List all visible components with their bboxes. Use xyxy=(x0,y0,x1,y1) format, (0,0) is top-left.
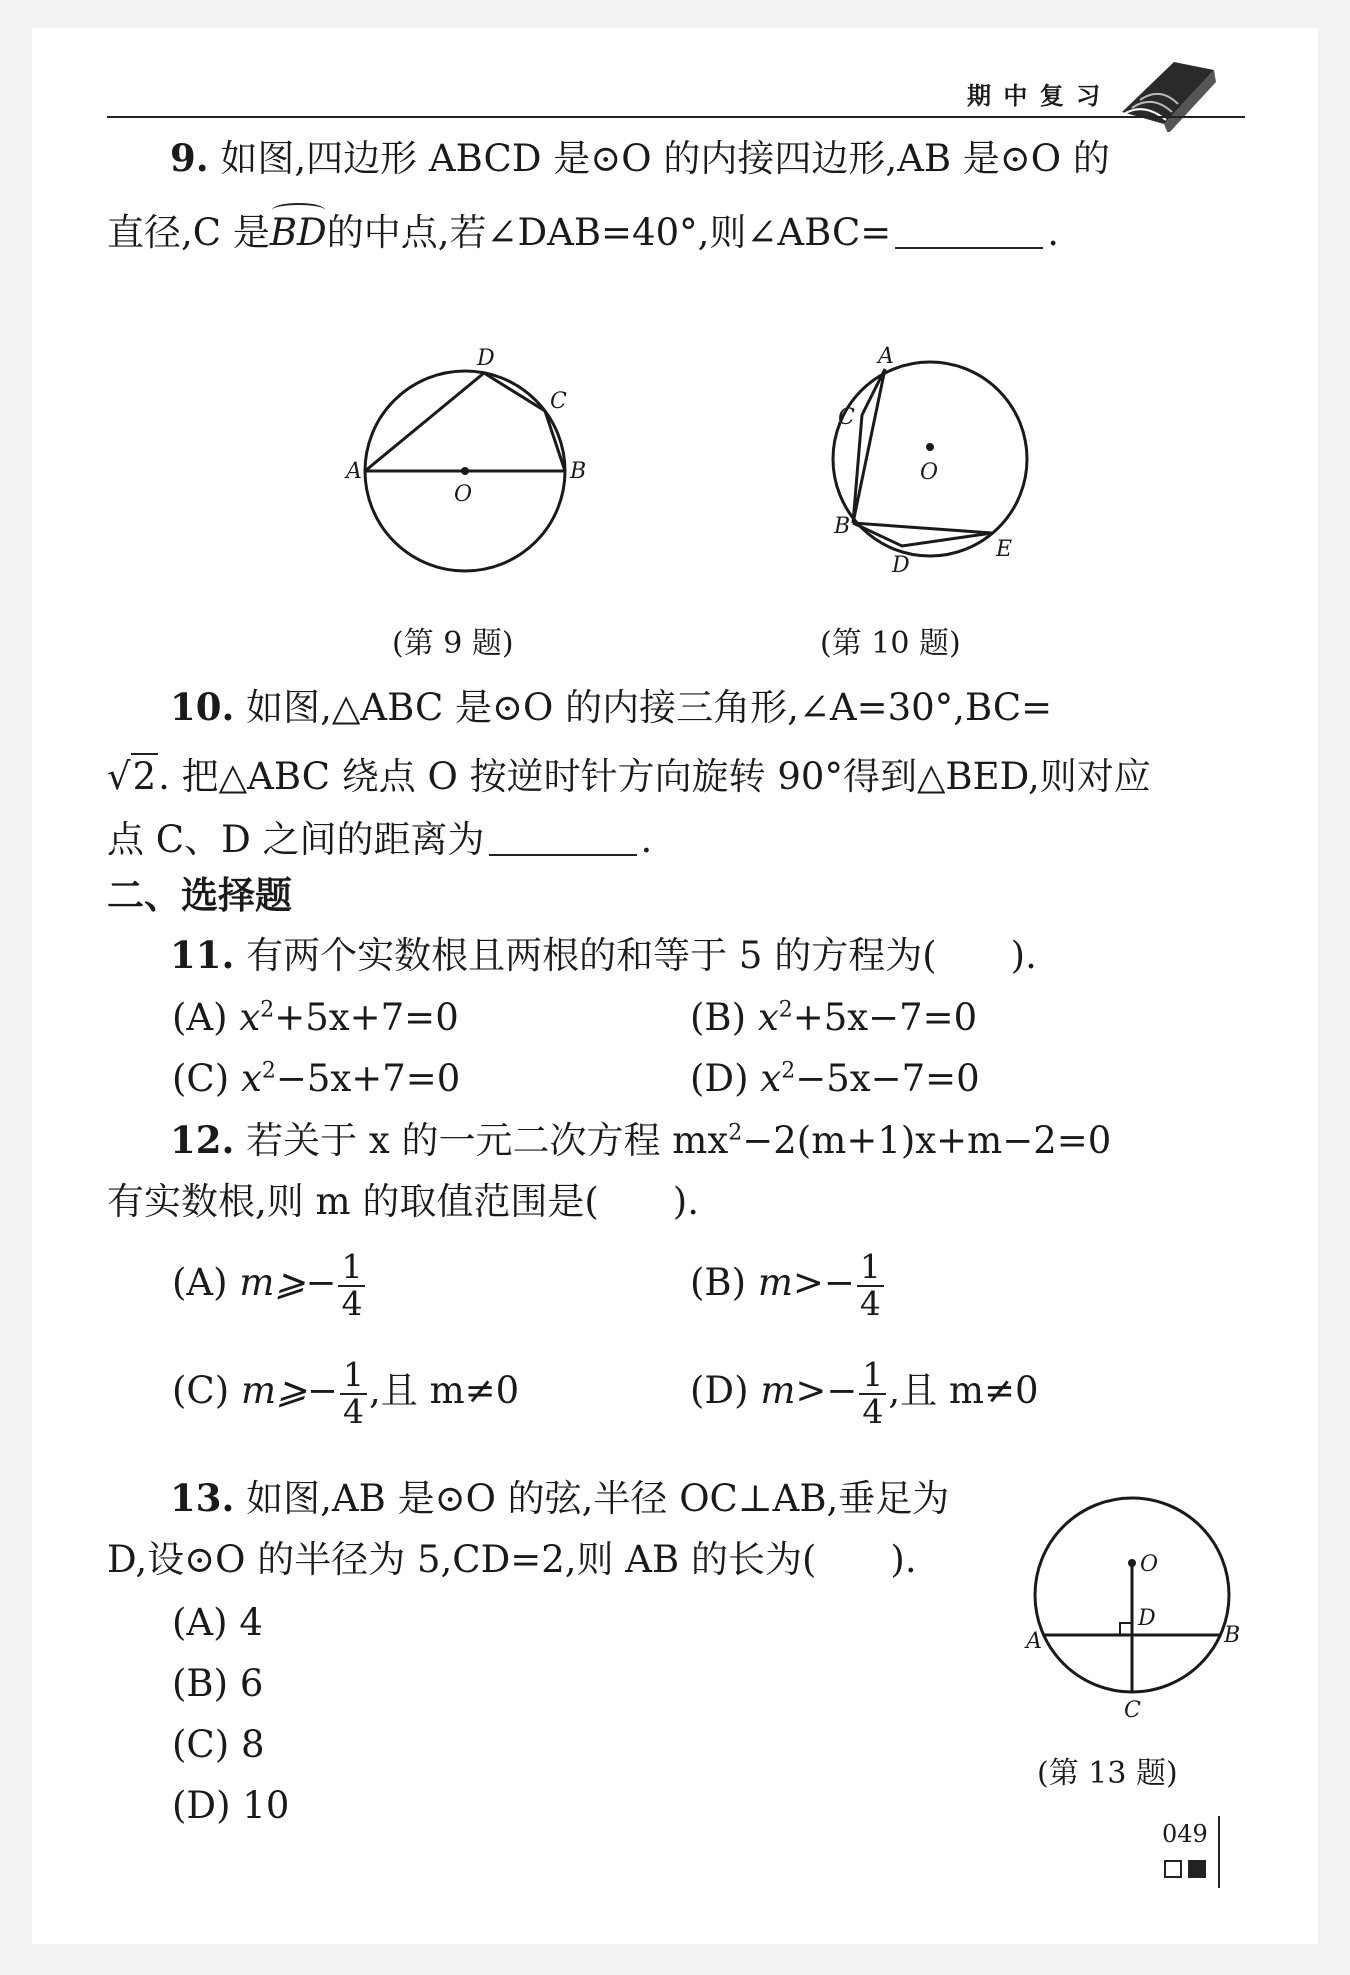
fig10-caption: (第 10 题) xyxy=(820,626,961,661)
q12-option-a-label: (A) xyxy=(172,1261,228,1305)
q11-option-a-var: x xyxy=(239,996,261,1039)
fig9-label-a: A xyxy=(346,459,362,484)
q11-option-a-exp: 2 xyxy=(260,997,275,1023)
q13-text-2: D,设⊙O 的半径为 5,CD=2,则 AB 的长为( ). xyxy=(107,1538,917,1581)
q10-text-3: 点 C、D 之间的距离为 xyxy=(107,818,485,861)
q11-option-b[interactable] xyxy=(690,996,977,1040)
q12-option-d-rel: m>− xyxy=(760,1369,858,1413)
q12-text-1a: 若关于 x 的一元二次方程 mx xyxy=(246,1119,729,1162)
q11-option-b-label: (B) xyxy=(690,996,747,1039)
q9-arc-bd: BD xyxy=(269,211,327,254)
q11-option-d-label: (D) xyxy=(690,1057,749,1100)
q11-option-a-label: (A) xyxy=(172,996,228,1039)
fig10-label-e: E xyxy=(996,537,1013,562)
q12-option-b[interactable] xyxy=(690,1247,886,1323)
frac-denominator: 4 xyxy=(343,1391,365,1431)
q10-text-1: 如图,△ABC 是⊙O 的内接三角形,∠A=30°,BC= xyxy=(246,686,1053,729)
q9-period: . xyxy=(1047,211,1060,254)
figure-13 xyxy=(1012,1470,1262,1720)
q11-option-d-rest: −5x−7=0 xyxy=(795,1057,980,1100)
q12-number: 12. xyxy=(170,1118,235,1162)
section-2-heading: 二、选择题 xyxy=(107,873,292,917)
q10-period: . xyxy=(640,818,653,861)
q11-option-b-var: x xyxy=(757,996,779,1039)
fig10-label-a: A xyxy=(878,344,894,369)
q9-line-1 xyxy=(170,136,1110,181)
textbook-page xyxy=(32,28,1318,1944)
frac-numerator: 1 xyxy=(340,1358,367,1395)
q9-text-2a: 直径,C 是 xyxy=(107,211,270,254)
q9-text-2b: 的中点,若∠DAB=40°,则∠ABC= xyxy=(326,211,892,254)
fig10-label-b: B xyxy=(834,514,851,539)
q11-option-a-rest: +5x+7=0 xyxy=(274,996,459,1039)
q12-option-c[interactable] xyxy=(172,1355,520,1431)
frac-numerator: 1 xyxy=(338,1250,365,1287)
fig13-label-c: C xyxy=(1124,1698,1141,1720)
q13-option-b[interactable]: (B) 6 xyxy=(172,1662,264,1705)
fig9-caption: (第 9 题) xyxy=(392,626,514,661)
q11-option-c[interactable] xyxy=(172,1057,460,1101)
q13-option-d[interactable]: (D) 10 xyxy=(172,1784,290,1827)
q10-line-3 xyxy=(107,818,652,862)
q11-option-d-exp: 2 xyxy=(781,1058,796,1084)
q9-line-2 xyxy=(107,211,1059,255)
fig9-label-d: D xyxy=(477,346,495,371)
q11-option-c-rest: −5x+7=0 xyxy=(275,1057,461,1100)
q12-option-b-frac xyxy=(857,1247,884,1323)
fig13-label-b: B xyxy=(1224,1623,1241,1648)
fig13-label-d: D xyxy=(1138,1606,1156,1631)
fig10-label-d: D xyxy=(892,553,910,578)
q10-sqrt-arg: 2 xyxy=(132,755,157,798)
page-number: 049 xyxy=(1162,1820,1208,1848)
frac-denominator: 4 xyxy=(859,1283,881,1323)
fig13-label-a: A xyxy=(1026,1629,1042,1654)
frac-denominator: 4 xyxy=(862,1391,884,1431)
q11-option-c-var: x xyxy=(240,1057,262,1100)
page-marker-empty-square xyxy=(1164,1860,1182,1878)
frac-denominator: 4 xyxy=(341,1283,363,1323)
q9-answer-blank[interactable] xyxy=(895,217,1043,249)
q12-option-b-label: (B) xyxy=(690,1261,747,1305)
q13-line-2 xyxy=(107,1538,917,1582)
q13-text-1: 如图,AB 是⊙O 的弦,半径 OC⊥AB,垂足为 xyxy=(246,1477,950,1520)
fig9-label-b: B xyxy=(570,459,587,484)
page-marker-filled-square xyxy=(1188,1860,1206,1878)
q10-sqrt-sign: √ xyxy=(107,755,131,798)
q11-number: 11. xyxy=(170,933,235,977)
q10-number: 10. xyxy=(170,685,235,729)
q12-text-1b: −2(m+1)x+m−2=0 xyxy=(742,1119,1112,1162)
fig9-label-o: O xyxy=(454,482,473,507)
q12-option-d[interactable] xyxy=(690,1355,1039,1431)
q13-number: 13. xyxy=(170,1476,235,1520)
fig10-label-c: C xyxy=(838,405,855,430)
q12-option-a[interactable] xyxy=(172,1247,367,1323)
q11-option-c-exp: 2 xyxy=(261,1058,276,1084)
q12-option-c-frac xyxy=(340,1355,367,1431)
q10-answer-blank[interactable] xyxy=(489,824,637,856)
q10-line-1 xyxy=(170,685,1052,730)
book-icon xyxy=(1114,42,1224,132)
q12-exp: 2 xyxy=(728,1120,743,1146)
header-section-title: 期 中 复 习 xyxy=(967,81,1103,110)
q12-option-c-rel: m⩾− xyxy=(240,1369,339,1413)
q13-option-a[interactable]: (A) 4 xyxy=(172,1601,263,1644)
q11-option-c-label: (C) xyxy=(172,1057,230,1100)
fig13-label-o: O xyxy=(1140,1552,1159,1577)
q12-option-d-suffix: ,且 m≠0 xyxy=(888,1369,1039,1413)
q12-option-d-frac xyxy=(859,1355,886,1431)
q9-number: 9. xyxy=(170,136,209,180)
header-rule xyxy=(107,116,1245,118)
q12-option-a-frac xyxy=(338,1247,365,1323)
figure-10 xyxy=(782,333,1062,593)
q11-option-b-exp: 2 xyxy=(778,997,793,1023)
q11-option-b-rest: +5x−7=0 xyxy=(792,996,978,1039)
q12-line-2 xyxy=(107,1180,699,1224)
fig9-label-c: C xyxy=(550,389,567,414)
fig13-caption: (第 13 题) xyxy=(1037,1756,1178,1791)
q11-option-d-var: x xyxy=(760,1057,782,1100)
frac-numerator: 1 xyxy=(859,1358,886,1395)
page-number-rule xyxy=(1218,1816,1220,1888)
q12-line-1 xyxy=(170,1118,1111,1163)
fig10-label-o: O xyxy=(920,460,939,485)
q12-option-d-label: (D) xyxy=(690,1369,749,1413)
q12-option-c-label: (C) xyxy=(172,1369,230,1413)
q12-option-c-suffix: ,且 m≠0 xyxy=(369,1369,520,1413)
q13-line-1 xyxy=(170,1476,949,1521)
frac-numerator: 1 xyxy=(857,1250,884,1287)
q9-text-1: 如图,四边形 ABCD 是⊙O 的内接四边形,AB 是⊙O 的 xyxy=(220,137,1110,180)
q11-option-d[interactable] xyxy=(690,1057,980,1101)
q12-option-b-rel: m>− xyxy=(757,1261,855,1305)
q11-text: 有两个实数根且两根的和等于 5 的方程为( ). xyxy=(246,934,1037,977)
q10-line-2 xyxy=(107,755,1151,799)
q10-text-2: . 把△ABC 绕点 O 按逆时针方向旋转 90°得到△BED,则对应 xyxy=(158,755,1151,798)
q11-option-a[interactable] xyxy=(172,996,459,1040)
q13-option-c[interactable]: (C) 8 xyxy=(172,1723,265,1766)
q11-stem xyxy=(170,933,1037,978)
q12-option-a-rel: m⩾− xyxy=(239,1261,337,1305)
figure-9 xyxy=(332,338,632,608)
q12-text-2: 有实数根,则 m 的取值范围是( ). xyxy=(107,1180,699,1223)
